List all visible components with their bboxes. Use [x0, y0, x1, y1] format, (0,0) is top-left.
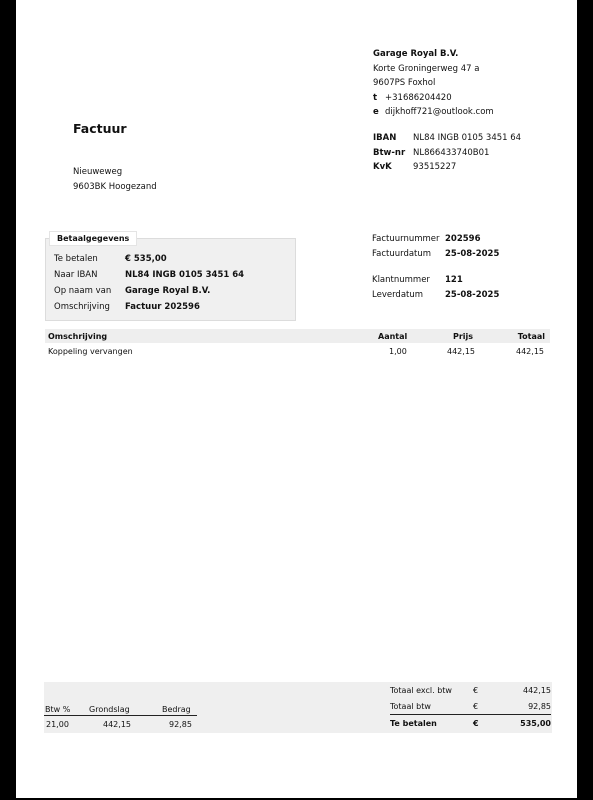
meta-row	[372, 273, 499, 288]
company-email-row	[373, 105, 494, 120]
table-row	[45, 344, 550, 358]
payment-value: NL84 INGB 0105 3451 64	[125, 270, 245, 280]
total-value: 92,85	[528, 702, 551, 711]
payment-details-title: Betaalgegevens	[49, 231, 137, 246]
payment-label: Op naam van	[54, 286, 112, 296]
meta-row	[372, 247, 499, 262]
company-phone-row	[373, 91, 494, 106]
company-city: 9607PS Foxhol	[373, 78, 436, 88]
vat-header-rate: Btw %	[45, 705, 71, 714]
registration-label: Btw-nr	[373, 147, 406, 158]
payment-value: Garage Royal B.V.	[125, 286, 211, 296]
phone-label: t	[373, 92, 378, 103]
invoice-meta-bottom	[372, 273, 499, 302]
meta-label: Factuurnummer	[372, 234, 440, 244]
payment-row	[54, 268, 244, 284]
vat-header-amount: Bedrag	[162, 705, 191, 714]
payment-details-rows	[54, 252, 244, 316]
email-label: e	[373, 107, 379, 117]
vat-rate: 21,00	[46, 720, 69, 729]
items-table-header	[45, 329, 550, 343]
payment-row	[54, 252, 244, 268]
vat-header-base: Grondslag	[89, 705, 130, 714]
payment-value: Factuur 202596	[125, 302, 200, 312]
total-currency: €	[473, 702, 479, 711]
client-street: Nieuweweg	[73, 167, 123, 177]
meta-value: 25-08-2025	[445, 289, 500, 300]
company-street: Korte Groningerweg 47 a	[373, 63, 480, 74]
header-price: Prijs	[453, 332, 474, 341]
meta-row	[372, 288, 499, 303]
registration-value: NL866433740B01	[413, 147, 490, 158]
payment-row	[54, 284, 244, 300]
meta-row	[372, 232, 499, 247]
registration-label: IBAN	[373, 133, 397, 143]
header-quantity: Aantal	[378, 332, 408, 341]
registration-value: 93515227	[413, 162, 457, 172]
meta-value: 121	[445, 275, 463, 285]
grand-total-label: Te betalen	[390, 719, 437, 728]
header-total: Totaal	[517, 332, 545, 341]
vat-divider	[44, 715, 197, 716]
item-total: 442,15	[516, 347, 544, 356]
invoice-meta-top	[372, 232, 499, 261]
company-email: dijkhoff721@outlook.com	[385, 107, 494, 117]
header-description: Omschrijving	[48, 332, 108, 341]
total-value: 442,15	[523, 686, 551, 695]
total-currency: €	[473, 686, 479, 695]
company-address-block	[373, 47, 494, 120]
registration-row	[373, 131, 521, 146]
registration-row	[373, 160, 521, 175]
payment-label: Naar IBAN	[54, 270, 98, 280]
meta-label: Leverdatum	[372, 289, 424, 300]
meta-label: Klantnummer	[372, 275, 430, 285]
totals-divider	[390, 714, 551, 715]
vat-base: 442,15	[103, 720, 131, 729]
payment-row	[54, 300, 244, 316]
registration-label: KvK	[373, 162, 392, 172]
item-price: 442,15	[447, 347, 475, 356]
payment-label: Te betalen	[54, 254, 98, 264]
invoice-page	[16, 0, 577, 798]
meta-value: 202596	[445, 234, 481, 244]
item-description: Koppeling vervangen	[48, 347, 133, 356]
grand-total-currency: €	[473, 719, 479, 728]
client-city: 9603BK Hoogezand	[73, 181, 157, 192]
total-label: Totaal btw	[390, 702, 431, 711]
document-title: Factuur	[73, 121, 127, 136]
payment-value: € 535,00	[125, 254, 167, 264]
client-address-block	[73, 165, 157, 194]
registration-block	[373, 131, 521, 175]
meta-label: Factuurdatum	[372, 248, 432, 259]
grand-total-value: 535,00	[520, 719, 551, 728]
payment-label: Omschrijving	[54, 302, 110, 312]
total-label: Totaal excl. btw	[390, 686, 452, 695]
meta-value: 25-08-2025	[445, 248, 500, 259]
item-quantity: 1,00	[389, 347, 407, 356]
vat-amount: 92,85	[169, 720, 192, 729]
registration-row	[373, 146, 521, 161]
company-name: Garage Royal B.V.	[373, 49, 459, 59]
registration-value: NL84 INGB 0105 3451 64	[413, 133, 522, 143]
company-phone: +31686204420	[385, 92, 452, 103]
